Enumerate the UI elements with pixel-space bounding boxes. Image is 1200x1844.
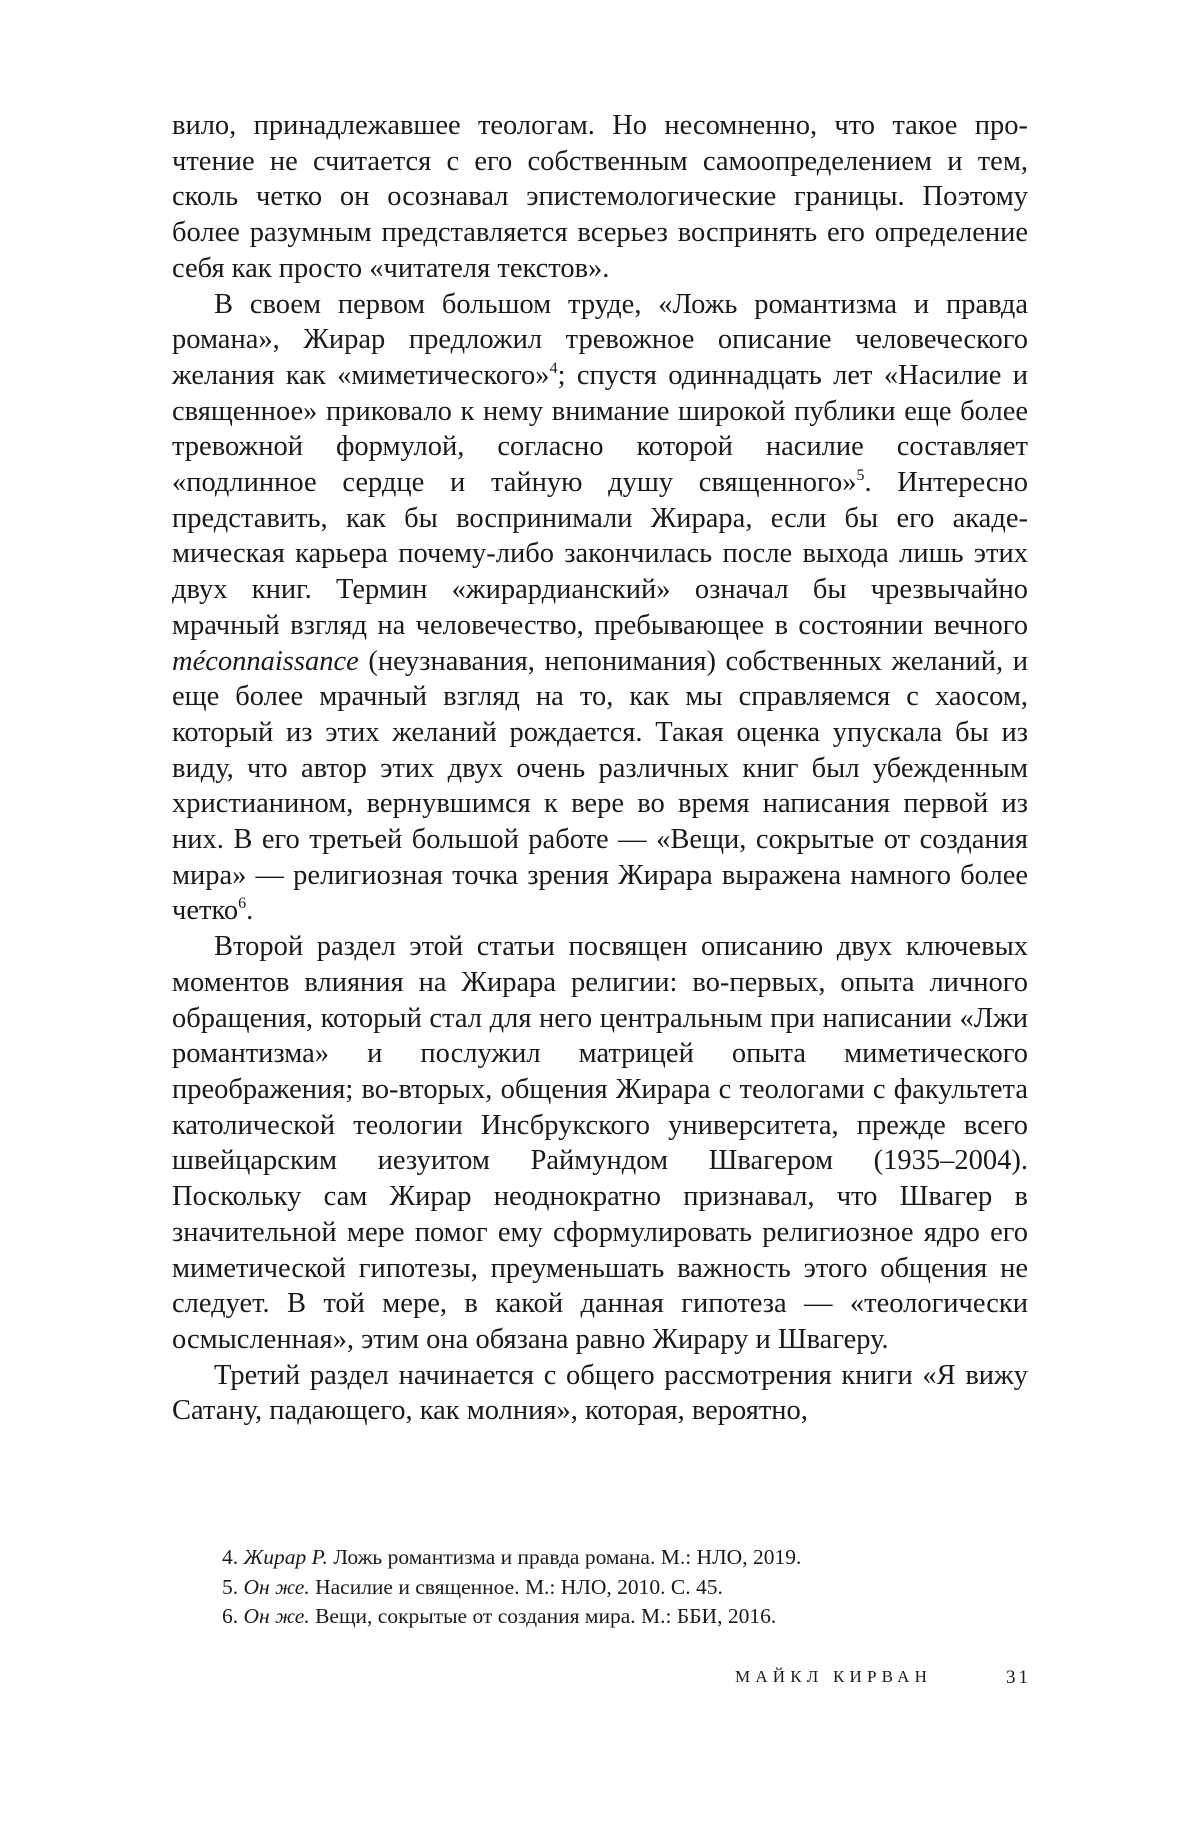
text-run: . bbox=[246, 895, 254, 927]
footnote-number: 5. bbox=[222, 1574, 239, 1599]
paragraph bbox=[172, 1358, 1028, 1429]
footer-author: МАЙКЛ КИРВАН bbox=[735, 1667, 933, 1686]
page-number: 31 bbox=[1006, 1667, 1031, 1688]
text-run: Третий раздел начинается с общего рассмотрения книги «Я вижу Сатану, падающего, как молния», которая, вероятно, bbox=[172, 1359, 1028, 1427]
footnote-text: Ложь романтизма и правда романа. М.: НЛО, 2019. bbox=[333, 1545, 802, 1569]
paragraph bbox=[172, 929, 1028, 1357]
footnote-text: Насилие и священное. М.: НЛО, 2010. С. 45. bbox=[315, 1574, 723, 1599]
text-run: вило, принадлежавшее теологам. Но несомненно, что такое прочтение не считается с его собственным самоопределением и тем, сколь четко он осознавал эпистемологические границы. Поэтому более разумным представляется всерьез воспринять его определение себя как просто «читателя текстов». bbox=[172, 110, 1028, 284]
running-footer bbox=[735, 1667, 1031, 1697]
footnote-author: Он же. bbox=[243, 1574, 310, 1599]
paragraph bbox=[172, 108, 1028, 287]
footnote-ref: 4 bbox=[549, 359, 558, 377]
footnote bbox=[222, 1602, 1002, 1632]
text-run: Второй раздел этой статьи посвящен описанию двух ключевых моментов влияния на Жирара религии: во-первых, опыта личного обращения, который стал для него центральным при написании «Лжи романтизма» и послужил матрицей опыта миметического преображения; во-вторых, общения Жирара с теологами с факультета католической теологии Инсбрукского университета, прежде всего швейцарским иезуитом Раймундом Швагером (1935–2004). Поскольку сам Жирар неоднократно признавал, что Швагер в значительной мере помог ему сформулировать религиозное ядро его миметической гипотезы, преуменьшать важность этого общения не следует. В той мере, в какой данная гипотеза — «теологически осмысленная», этим она обязана равно Жирару и Швагеру. bbox=[172, 931, 1028, 1355]
footnote-author: Жирар Р. bbox=[243, 1545, 328, 1569]
paragraph bbox=[172, 287, 1028, 930]
footnotes bbox=[222, 1543, 1002, 1632]
footnote bbox=[222, 1573, 1002, 1603]
italic-term: méconnaissance bbox=[172, 645, 359, 677]
footnote-ref: 6 bbox=[238, 895, 247, 913]
body-text bbox=[172, 108, 1028, 1429]
text-run: ; спустя одиннадцать лет «Насилие и священное» приковало к нему внимание широкой публики еще более тревожной формулой, согласно которой насилие составляет «подлинное сердце и тайную душу священного» bbox=[172, 359, 1028, 499]
footnote-number: 4. bbox=[222, 1545, 239, 1569]
text-run: . Интересно представить, как бы воспринимали Жирара, если бы его академическая карьера почему-либо закончилась после выхода лишь этих двух книг. Термин «жирардианский» означал бы чрезвычайно мрачный взгляд на человечество, пребывающее в состоянии вечного bbox=[172, 467, 1028, 641]
footnote-text: Вещи, сокрытые от создания мира. М.: ББИ, 2016. bbox=[315, 1604, 777, 1628]
text-run: (неузнавания, непонимания) собственных желаний, и еще более мрачный взгляд на то, как мы справляемся с хаосом, который из этих желаний рождается. Такая оценка упускала бы из виду, что автор этих двух очень различных книг был убежденным христианином, вернувшимся к вере во время написания первой из них. В его третьей большой работе — «Вещи, сокрытые от создания мира» — религиозная точка зрения Жирара выражена намного более четко bbox=[172, 645, 1028, 927]
text-run: В своем первом большом труде, «Ложь романтизма и правда романа», Жирар предложил тревожное описание человеческого желания как «миметического» bbox=[172, 288, 1028, 391]
footnote-author: Он же. bbox=[243, 1604, 310, 1628]
footnote bbox=[222, 1543, 1002, 1573]
footnote-ref: 5 bbox=[856, 467, 865, 485]
footnote-number: 6. bbox=[222, 1604, 239, 1628]
